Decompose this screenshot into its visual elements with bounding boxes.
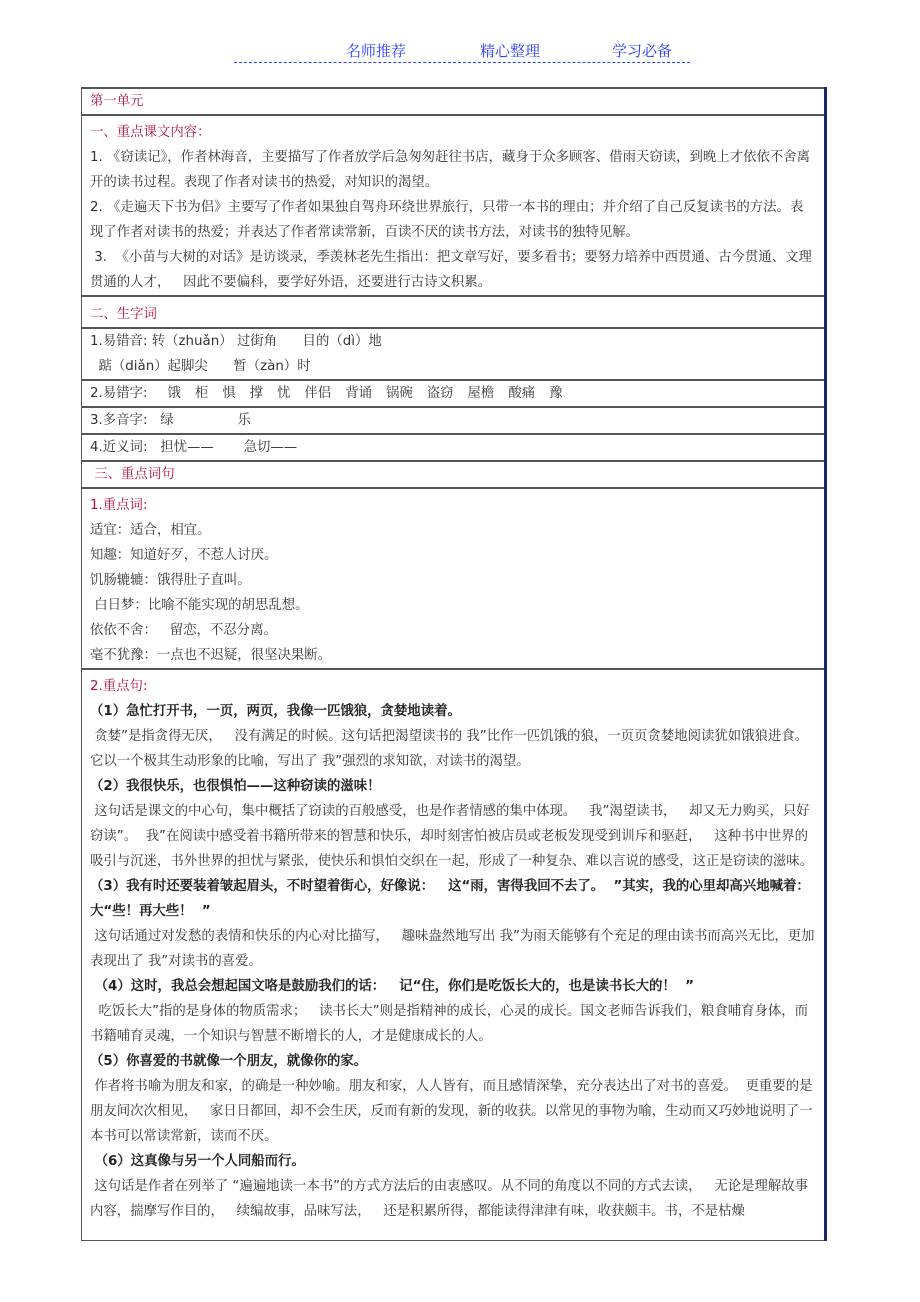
word-definition: 知趣：知道好歹，不惹人讨厌。 — [90, 548, 278, 563]
sentence-analysis: 这句话是课文的中心句，集中概括了窃读的百般感受，也是作者情感的集中体现。 我”渴望读书， 却又无力购买，只好 窃读”。 我”在阅读中感受着书籍所带来的智慧和快乐，却时刻害怕被店员或老板发现受到训斥和驱赶， 这种书中世界的吸引与沉迷，书外世界的担忧与紧张，使快乐和惧怕交织在一起，形成了一种复杂、难以言说的感受，这正是窃读的滋味。 — [90, 804, 814, 869]
key-sentence: （6）这真像与另一个人同船而行。 — [90, 1154, 305, 1169]
key-sentence: （4）这时，我总会想起国文咯是鼓励我们的话： 记“住，你们是吃饭长大的，也是读书长大的！ ” — [90, 979, 694, 994]
word: 饿 — [167, 386, 181, 401]
subsection-title: 1.重点词: — [90, 498, 148, 513]
sentence-analysis: 这句话通过对发愁的表情和快乐的内心对比描写， 趣味盎然地写出 我”为雨天能够有个充足的理由读书而高兴无比，更加表现出了 我”对读书的喜爱。 — [90, 929, 815, 969]
pronunciation-line: 1.易错音: 转（zhuǎn） 过街角 目的（dì）地 — [90, 334, 382, 349]
key-sentence: （5）你喜爱的书就像一个朋友，就像你的家。 — [90, 1054, 368, 1069]
unit-title: 第一单元 — [82, 88, 826, 115]
word-definition: 白日梦：比喻不能实现的胡思乱想。 — [90, 598, 309, 613]
word-definition: 饥肠辘辘：饿得肚子直叫。 — [90, 573, 251, 588]
word: 忧 — [277, 386, 291, 401]
subsection-title: 2.重点句: — [90, 679, 148, 694]
row-label: 2.易错字: — [90, 386, 148, 401]
word-definition: 适宜：适合，相宜。 — [90, 523, 211, 538]
word: 柜 — [194, 386, 209, 401]
sentence-analysis: 贪婪”是指贪得无厌， 没有满足的时候。这句话把渴望读书的 我”比作一匹饥饿的狼，一页页贪婪地阅读犹如饿狼进食。它以一个极其生动形象的比喻，写出了 我”强烈的求知欲，对读书的渴望。 — [90, 729, 809, 769]
word: 伴侣 — [304, 386, 332, 401]
text-item: 3. 《小苗与大树的对话》是访谈录，季羡林老先生指出：把文章写好，要多看书；要努力培养中西贯通、古今贯通、文理贯通的人才， 因此不要偏科，要学好外语，还要进行古诗文积累。 — [90, 250, 812, 290]
key-sentence: （2）我很快乐，也很惧怕——这种窃读的滋味！ — [90, 779, 381, 794]
header-link-2[interactable]: 精心整理 — [480, 42, 541, 60]
text-item: 1. 《窃读记》，作者林海音，主要描写了作者放学后急匆匆赶往书店，藏身于众多顾客、借雨天窃读，到晚上才依依不舍离开的读书过程。表现了作者对读书的热爱，对知识的渴望。 — [90, 150, 811, 190]
vocab-synonyms: 4.近义词: 担忧—— 急切—— — [82, 434, 826, 461]
header-link-3[interactable]: 学习必备 — [612, 42, 673, 60]
key-sentence: （1）急忙打开书，一页，两页，我像一匹饿狼，贪婪地读着。 — [90, 704, 461, 719]
word: 屋檐 — [467, 386, 495, 401]
word: 背诵 — [345, 386, 372, 401]
section-key-texts — [82, 115, 826, 296]
sentence-analysis: 这句话是作者在列举了 “遍遍地读一本书”的方式方法后的由衷感叹。从不同的角度以不同的方式去读， 无论是理解故事内容，揣摩写作目的， 续编故事，品味写法， 还是积累所得，都能读得津津有味，收获颇丰。书，不是枯燥 — [90, 1179, 809, 1219]
section-title: 二、生字词 — [82, 296, 826, 328]
word: 惧 — [222, 386, 236, 401]
vocab-polyphones: 3.多音字: 绿 乐 — [82, 407, 826, 434]
section-title: 一、重点课文内容： — [90, 125, 211, 140]
sentence-analysis: 作者将书喻为朋友和家，的确是一种妙喻。朋友和家，人人皆有，而且感情深挚，充分表达出了对书的喜爱。 更重要的是朋友间次次相见， 家日日都回，却不会生厌，反而有新的发现，新的收获。以常见的事物为喻，生动而又巧妙地说明了一本书可以常读常新，读而不厌。 — [90, 1079, 813, 1144]
page-header — [234, 38, 690, 63]
word-definition: 依依不舍： 留恋，不忍分离。 — [90, 623, 277, 638]
word-definition: 毫不犹豫：一点也不迟疑，很坚决果断。 — [90, 648, 332, 663]
key-words — [82, 488, 826, 669]
word: 盗窃 — [426, 386, 454, 401]
sentence-analysis: 吃饭长大”指的是身体的物质需求； 读书长大”则是指精神的成长，心灵的成长。国文老师告诉我们，粮食哺育身体，而书籍哺育灵魂，一个知识与智慧不断增长的人，才是健康成长的人。 — [90, 1004, 809, 1044]
header-link-1[interactable]: 名师推荐 — [346, 42, 407, 60]
notes-table — [81, 87, 827, 1241]
word: 锅碗 — [385, 386, 413, 401]
key-sentences — [82, 669, 826, 1241]
section-title: 三、重点词句 — [82, 461, 826, 488]
word: 酸痛 — [508, 386, 536, 401]
vocab-misspelled — [82, 380, 826, 407]
pronunciation-line: 踮（diǎn）起脚尖 暂（zàn）时 — [90, 359, 311, 374]
key-sentence: （3）我有时还要装着皱起眉头，不时望着街心，好像说： 这“雨，害得我回不去了。 ”其实，我的心里却高兴地喊着： 大“些！再大些！ ” — [90, 879, 824, 919]
text-item: 2. 《走遍天下书为侣》主要写了作者如果独自驾舟环绕世界旅行，只带一本书的理由；并介绍了自己反复读书的方法。表现了作者对读书的热爱；并表达了作者常读常新，百读不厌的读书方法，对读书的独特见解。 — [90, 200, 804, 240]
word: 撑 — [249, 386, 264, 401]
vocab-pronunciation — [82, 328, 826, 380]
word: 豫 — [549, 386, 563, 401]
